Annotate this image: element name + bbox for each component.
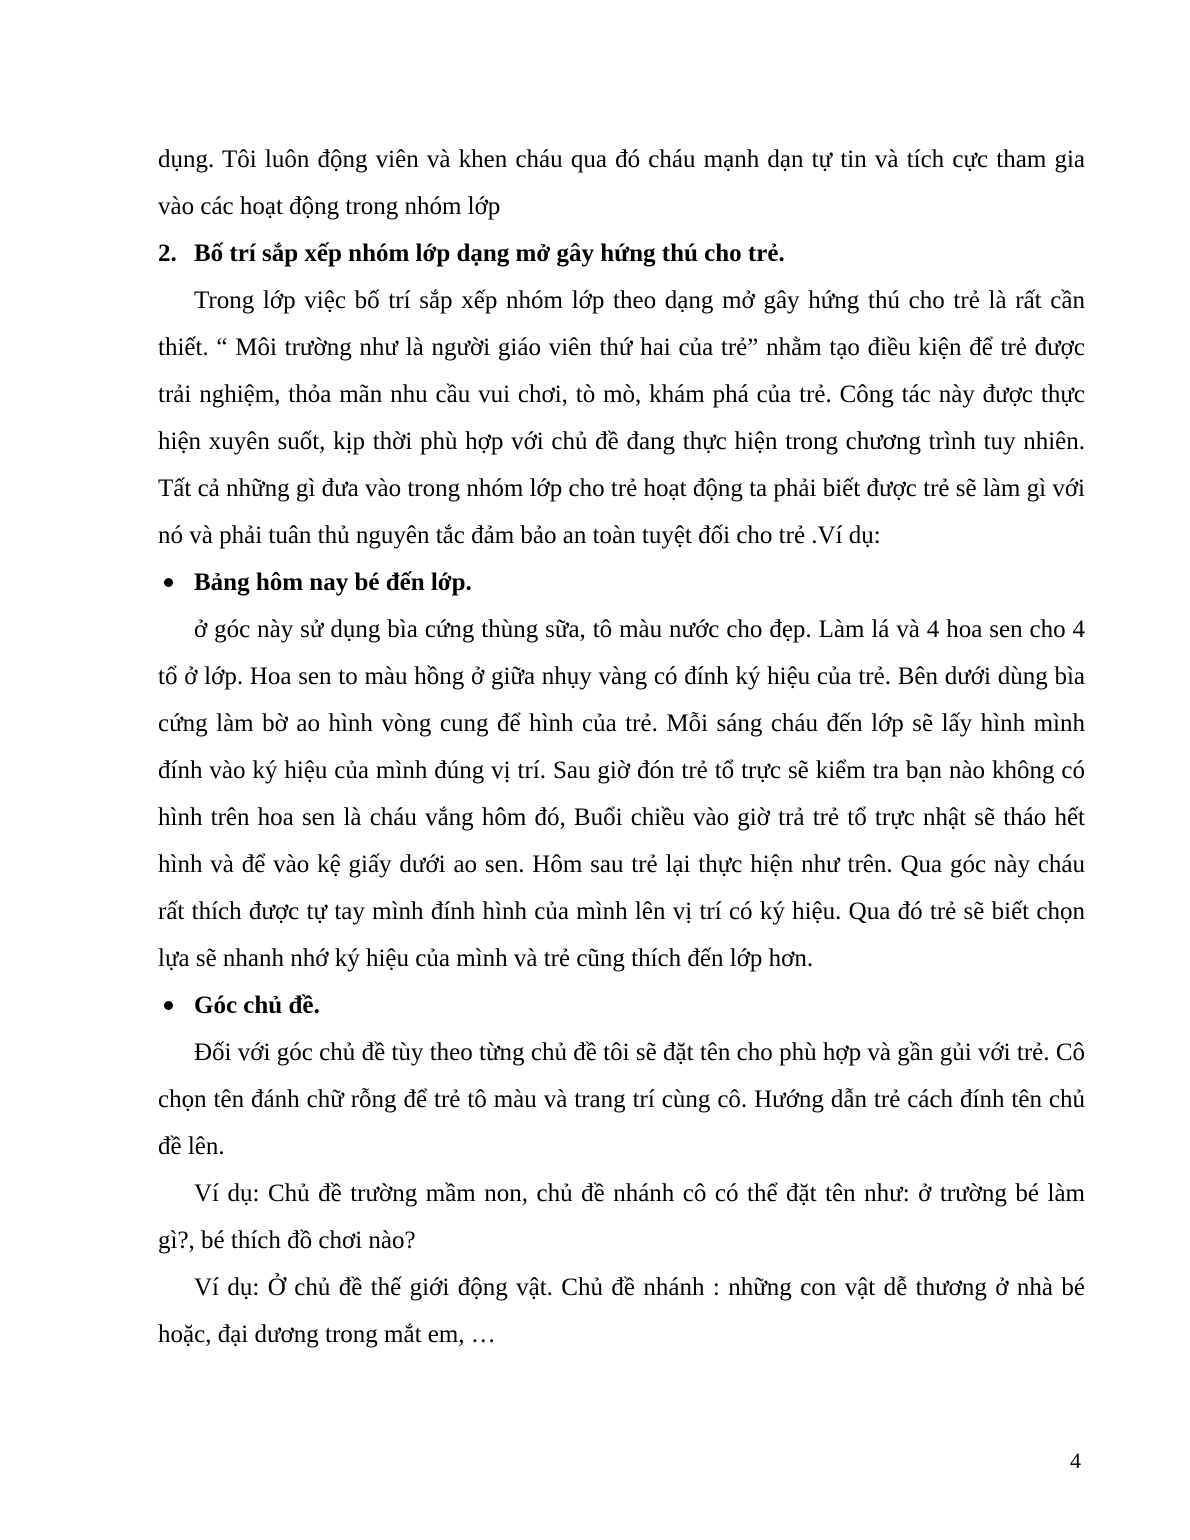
bullet-icon: [164, 1001, 173, 1010]
paragraph-example-2: Ví dụ: Ở chủ đề thế giới động vật. Chủ đề nhánh : những con vật dễ thương ở nhà bé hoặc, đại dương trong mắt em, …: [158, 1274, 1085, 1348]
bullet-heading-theme-corner: [158, 982, 1085, 1029]
paragraph-intro: Trong lớp việc bố trí sắp xếp nhóm lớp theo dạng mở gây hứng thú cho trẻ là rất cần thiết. “ Môi trường như là người giáo viên thứ hai của trẻ” nhằm tạo điều kiện để trẻ được trải nghiệm, thỏa mãn nhu cầu vui chơi, tò mò, khám phá của trẻ. Công tác này được thực hiện xuyên suốt, kịp thời phù hợp với chủ đề đang thực hiện trong chương trình tuy nhiên. Tất cả những gì đưa vào trong nhóm lớp cho trẻ hoạt động ta phải biết được trẻ sẽ làm gì với nó và phải tuân thủ nguyên tắc đảm bảo an toàn tuyệt đối cho trẻ .Ví dụ:: [158, 287, 1085, 549]
section-heading-text: Bố trí sắp xếp nhóm lớp dạng mở gây hứng thú cho trẻ.: [194, 240, 785, 267]
bullet-icon: [164, 578, 173, 587]
bullet-heading-attendance-board: [158, 559, 1085, 606]
paragraph-theme-corner: Đối với góc chủ đề tùy theo từng chủ đề tôi sẽ đặt tên cho phù hợp và gần gủi với trẻ. Cô chọn tên đánh chữ rỗng để trẻ tô màu và trang trí cùng cô. Hướng dẫn trẻ cách đính tên chủ đề lên.: [158, 1039, 1085, 1160]
document-page: [158, 136, 1085, 1358]
paragraph-continuation: dụng. Tôi luôn động viên và khen cháu qua đó cháu mạnh dạn tự tin và tích cực tham gia vào các hoạt động trong nhóm lớp: [158, 146, 1085, 220]
page-number: 4: [1070, 1448, 1081, 1473]
paragraph-attendance-board: ở góc này sử dụng bìa cứng thùng sữa, tô màu nước cho đẹp. Làm lá và 4 hoa sen cho 4 tổ ở lớp. Hoa sen to màu hồng ở giữa nhụy vàng có đính ký hiệu của trẻ. Bên dưới dùng bìa cứng làm bờ ao hình vòng cung để hình của trẻ. Mỗi sáng cháu đến lớp sẽ lấy hình mình đính vào ký hiệu của mình đúng vị trí. Sau giờ đón trẻ tổ trực sẽ kiểm tra bạn nào không có hình trên hoa sen là cháu vắng hôm đó, Buổi chiều vào giờ trả trẻ tổ trực nhật sẽ tháo hết hình và để vào kệ giấy dưới ao sen. Hôm sau trẻ lại thực hiện như trên. Qua góc này cháu rất thích được tự tay mình đính hình của mình lên vị trí có ký hiệu. Qua đó trẻ sẽ biết chọn lựa sẽ nhanh nhớ ký hiệu của mình và trẻ cũng thích đến lớp hơn.: [158, 616, 1085, 972]
paragraph-example-1: Ví dụ: Chủ đề trường mầm non, chủ đề nhánh cô có thể đặt tên như: ở trường bé làm gì?, bé thích đồ chơi nào?: [158, 1180, 1085, 1254]
bullet-heading-text: Bảng hôm nay bé đến lớp.: [194, 569, 472, 596]
bullet-heading-text: Góc chủ đề.: [194, 992, 320, 1019]
section-number: 2.: [158, 240, 177, 267]
section-heading-2: [158, 230, 1085, 277]
